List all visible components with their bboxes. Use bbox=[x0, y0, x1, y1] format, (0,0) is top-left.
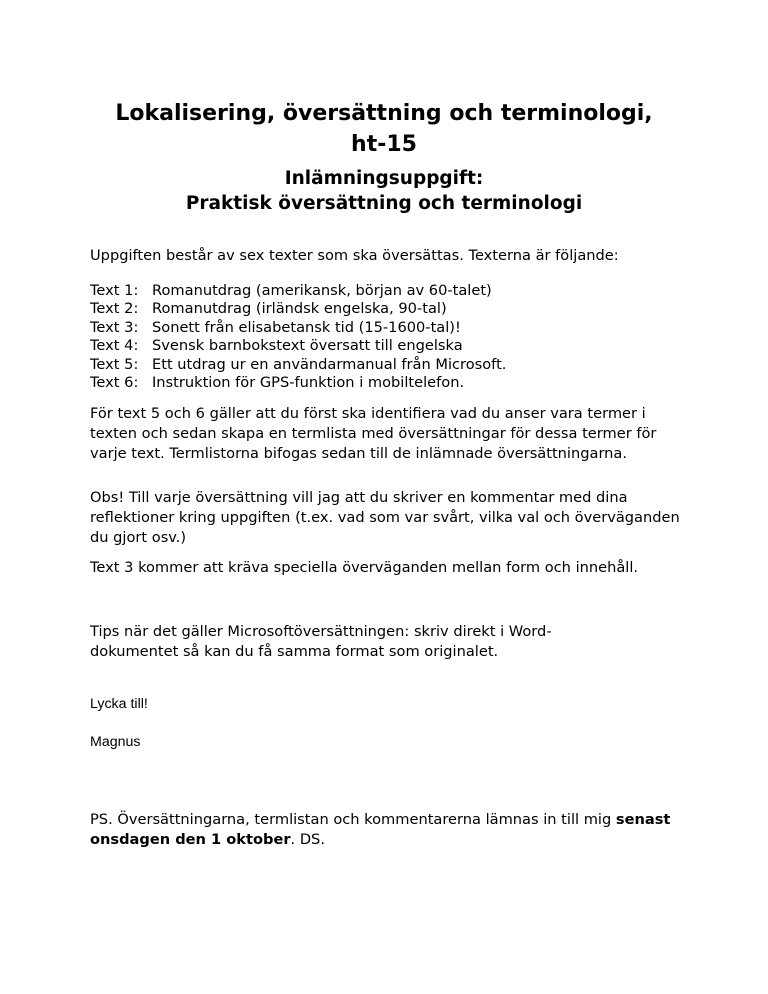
list-item bbox=[90, 374, 690, 392]
list-item bbox=[90, 282, 690, 300]
intro-paragraph: Uppgiften består av sex texter som ska översättas. Texterna är följande: bbox=[90, 247, 619, 264]
text-label: Text 2: bbox=[90, 300, 139, 318]
text-label: Text 4: bbox=[90, 337, 139, 355]
text-description: Svensk barnbokstext översatt till engelska bbox=[152, 337, 463, 355]
signature: Magnus bbox=[90, 734, 141, 750]
text-label: Text 5: bbox=[90, 355, 139, 373]
ps-paragraph bbox=[90, 810, 680, 850]
list-item bbox=[90, 319, 690, 337]
text3-paragraph: Text 3 kommer att kräva speciella överväganden mellan form och innehåll. bbox=[90, 559, 639, 576]
text-description: Ett utdrag ur en användarmanual från Microsoft. bbox=[152, 355, 507, 373]
ps-deadline: senast onsdagen den 1 oktober bbox=[90, 811, 671, 848]
list-item bbox=[90, 356, 690, 374]
text-description: Instruktion för GPS-funktion i mobiltelefon. bbox=[152, 374, 465, 392]
subtitle-line-2: Praktisk översättning och terminologi bbox=[185, 193, 583, 214]
ps-text: PS. Översättningarna, termlistan och kommentarerna lämnas in till mig bbox=[90, 811, 616, 828]
document-subtitle bbox=[0, 166, 768, 216]
ps-end: . DS. bbox=[290, 831, 325, 848]
list-item bbox=[90, 300, 690, 318]
greeting: Lycka till! bbox=[90, 696, 148, 712]
tips-paragraph: Tips när det gäller Microsoftöversättningen: skriv direkt i Word-dokumentet så kan du få samma format som originalet. bbox=[90, 623, 552, 660]
text-label: Text 1: bbox=[90, 282, 139, 299]
document-title bbox=[0, 98, 768, 160]
list-item bbox=[90, 337, 690, 355]
terms-paragraph: För text 5 och 6 gäller att du först ska identifiera vad du anser vara termer i texten och sedan skapa en termlista med översättningar för dessa termer för varje text. Termlistorna bifogas sedan till de inlämnade översättningarna. bbox=[90, 405, 657, 462]
title-line-2: ht-15 bbox=[351, 132, 417, 157]
text-list bbox=[90, 282, 690, 392]
text-description: Sonett från elisabetansk tid (15-1600-tal)! bbox=[152, 318, 461, 336]
text-description: Romanutdrag (irländsk engelska, 90-tal) bbox=[152, 300, 447, 318]
subtitle-line-1: Inlämningsuppgift: bbox=[284, 168, 484, 189]
text-label: Text 3: bbox=[90, 318, 139, 336]
title-line-1: Lokalisering, översättning och terminologi, bbox=[115, 101, 653, 126]
text-description: Romanutdrag (amerikansk, början av 60-talet) bbox=[152, 282, 492, 299]
text-label: Text 6: bbox=[90, 374, 139, 392]
obs-paragraph: Obs! Till varje översättning vill jag att du skriver en kommentar med dina reflektioner kring uppgiften (t.ex. vad som var svårt, vilka val och överväganden du gjort osv.) bbox=[90, 489, 680, 546]
